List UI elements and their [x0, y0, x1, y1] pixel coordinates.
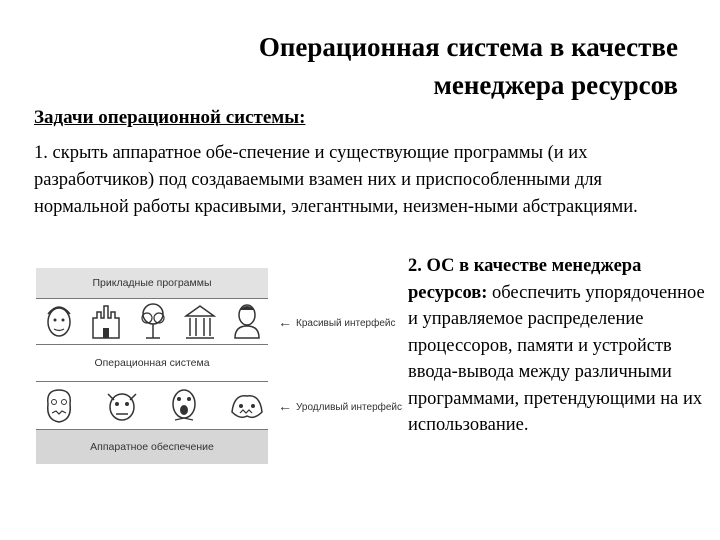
screaming-face-icon [165, 384, 203, 426]
beautiful-icons-row [40, 300, 266, 342]
monster-icon [228, 384, 266, 426]
temple-icon [181, 300, 219, 342]
slide-title [118, 28, 678, 104]
layer-hardware: Аппаратное обеспечение [36, 429, 268, 464]
layer-operating-system: Операционная система [36, 344, 268, 382]
castle-icon [87, 300, 125, 342]
layer-application-programs: Прикладные программы [36, 268, 268, 299]
title-line-1: Операционная система в качестве [258, 32, 678, 62]
beast-face-icon [103, 384, 141, 426]
title-line-2: менеджера ресурсов [433, 70, 678, 100]
subtitle: Задачи операционной системы: [34, 107, 306, 128]
ugly-interface-label: Уродливый интерфейс [296, 402, 403, 413]
beautiful-interface-pointer [278, 314, 408, 330]
grotesque-face-icon [40, 384, 78, 426]
ugly-interface-pointer [278, 398, 408, 414]
beautiful-interface-label: Красивый интерфейс [296, 318, 396, 329]
task-1-text: 1. скрыть аппаратное обе-спечение и существующие программы (и их разработчиков) под создаваемыми взамен них и приспособленными для нормальной работы красивыми, элегантными, неизмен-ными абстракциями. [34, 143, 638, 217]
left-arrow-icon: ← [278, 314, 292, 330]
task-2-body: обеспечить упорядоченное и управляемое распределение процессоров, памяти и устройств ввода-вывода между различными программами, претендующими на их использование. [408, 282, 705, 435]
bust-icon [228, 300, 266, 342]
face-icon [40, 300, 78, 342]
task-2-heading: 2. ОС в качестве менеджера ресурсов: [408, 256, 642, 303]
ugly-icons-row [40, 384, 266, 426]
os-layers-diagram [32, 262, 407, 472]
task-2-text [408, 253, 708, 439]
left-arrow-icon: ← [278, 398, 292, 414]
tree-icon [134, 300, 172, 342]
